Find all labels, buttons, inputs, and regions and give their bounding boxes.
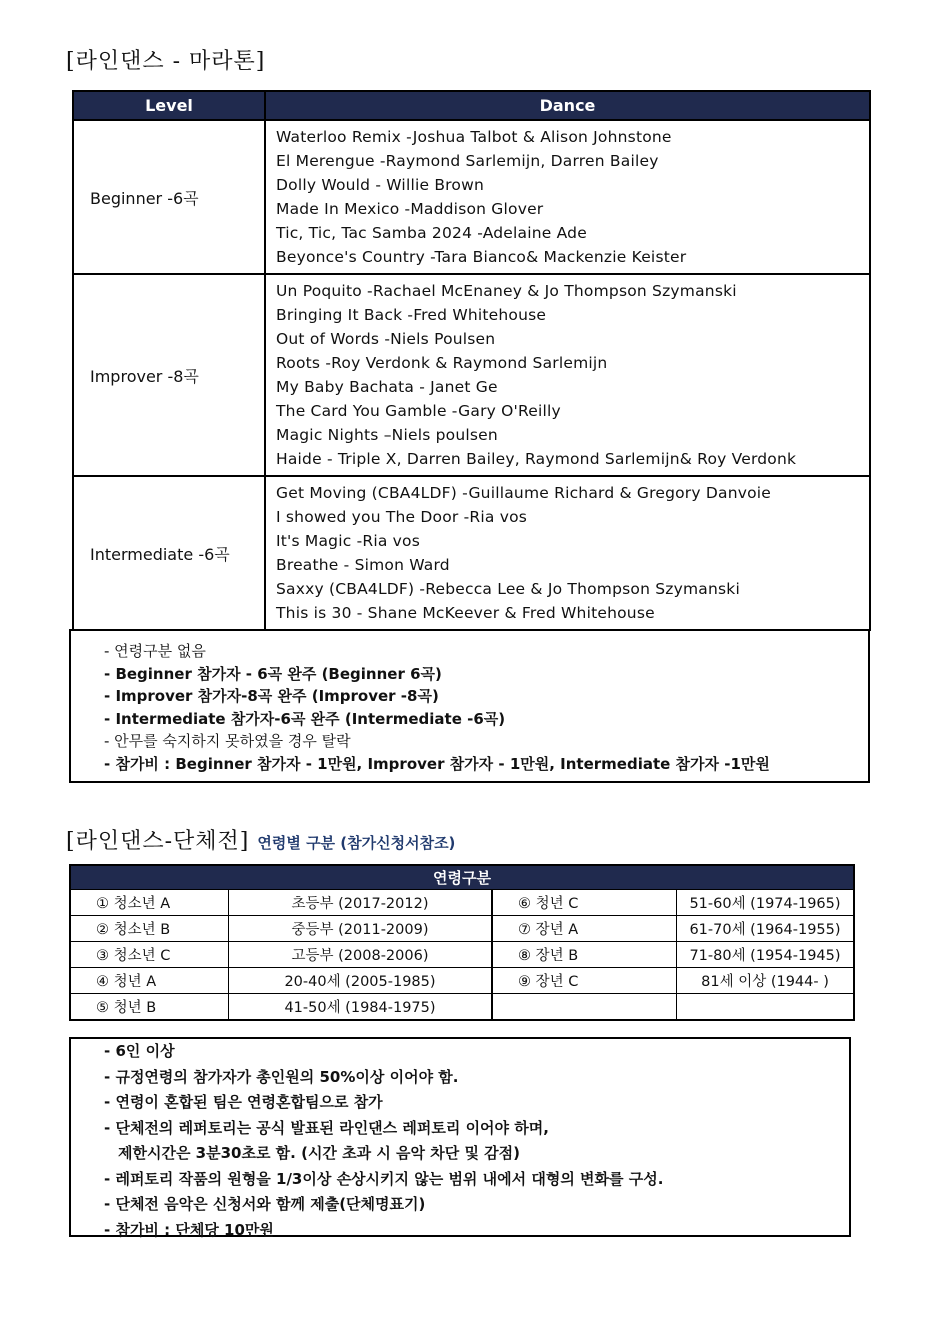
age-range: 초등부 (2017-2012)	[229, 890, 493, 916]
team-notes	[69, 1037, 851, 1237]
age-group-table	[69, 864, 855, 1021]
age-range: 중등부 (2011-2009)	[229, 916, 493, 942]
dance-list-intermediate	[265, 476, 870, 630]
dance-list-beginner	[265, 120, 870, 274]
dance-item: The Card You Gamble -Gary O'Reilly	[276, 402, 561, 420]
team-subtitle: 연령별 구분 (참가신청서참조)	[257, 834, 456, 852]
team-title-row	[66, 824, 455, 855]
note-line: - Improver 참가자-8곡 완주 (Improver -8곡)	[104, 687, 439, 705]
note-line: - 레퍼토리 작품의 원형을 1/3이상 손상시키지 않는 범위 내에서 대형의 변화를 구성.	[104, 1169, 664, 1188]
dance-item: Bringing It Back -Fred Whitehouse	[276, 306, 547, 324]
dance-item: Roots -Roy Verdonk & Raymond Sarlemijn	[276, 354, 608, 372]
dance-item: My Baby Bachata - Janet Ge	[276, 378, 498, 396]
age-range: 61-70세 (1964-1955)	[677, 916, 855, 942]
dance-item: Made In Mexico -Maddison Glover	[276, 200, 544, 218]
note-line: - 참가비 : Beginner 참가자 - 1만원, Improver 참가자 - 1만원, Intermediate 참가자 -1만원	[104, 754, 770, 773]
age-group-label: ② 청소년 B	[70, 916, 229, 942]
age-range: 51-60세 (1974-1965)	[677, 890, 855, 916]
age-range: 고등부 (2008-2006)	[229, 942, 493, 968]
age-range: 41-50세 (1984-1975)	[229, 994, 493, 1021]
note-line: - 단체전 음악은 신청서와 함께 제출(단체명표기)	[104, 1195, 426, 1213]
table-row	[73, 476, 870, 630]
table-row	[73, 274, 870, 476]
table-row	[70, 968, 854, 994]
note-line: - 안무를 숙지하지 못하였을 경우 탈락	[104, 732, 351, 750]
dance-item: El Merengue -Raymond Sarlemijn, Darren Bailey	[276, 152, 659, 170]
age-group-label: ⑨ 장년 C	[492, 968, 677, 994]
dance-header: Dance	[265, 91, 870, 120]
age-group-label: ⑥ 청년 C	[492, 890, 677, 916]
marathon-table	[72, 90, 871, 631]
age-table-header: 연령구분	[70, 865, 854, 890]
dance-list-improver	[265, 274, 870, 476]
age-group-label: ④ 청년 A	[70, 968, 229, 994]
level-header: Level	[73, 91, 265, 120]
dance-item: This is 30 - Shane McKeever & Fred Whitehouse	[276, 604, 655, 622]
dance-item: Dolly Would - Willie Brown	[276, 176, 484, 194]
dance-item: Waterloo Remix -Joshua Talbot & Alison Johnstone	[276, 128, 672, 146]
dance-item: Saxxy (CBA4LDF) -Rebecca Lee & Jo Thompson Szymanski	[276, 580, 740, 598]
table-row	[70, 994, 854, 1021]
dance-item: Un Poquito -Rachael McEnaney & Jo Thompson Szymanski	[276, 282, 737, 300]
dance-item: Out of Words -Niels Poulsen	[276, 330, 496, 348]
dance-item: Breathe - Simon Ward	[276, 556, 450, 574]
age-group-label: ① 청소년 A	[70, 890, 229, 916]
note-line: - Intermediate 참가자-6곡 완주 (Intermediate -6곡)	[104, 709, 506, 728]
level-improver: Improver -8곡	[73, 274, 265, 476]
note-line: - 규정연령의 참가자가 총인원의 50%이상 이어야 함.	[104, 1067, 459, 1086]
dance-item: Tic, Tic, Tac Samba 2024 -Adelaine Ade	[276, 224, 587, 242]
note-line: - 연령이 혼합된 팀은 연령혼합팀으로 참가	[104, 1093, 383, 1111]
note-line: - 6인 이상	[104, 1042, 175, 1060]
dance-item: It's Magic -Ria vos	[276, 532, 421, 550]
dance-item: Beyonce's Country -Tara Bianco& Mackenzie Keister	[276, 248, 687, 266]
table-row	[70, 942, 854, 968]
age-range: 71-80세 (1954-1945)	[677, 942, 855, 968]
note-line: - 연령구분 없음	[104, 642, 206, 660]
note-line: - 단체전의 레퍼토리는 공식 발표된 라인댄스 레퍼토리 이어야 하며,	[104, 1118, 549, 1137]
dance-item: Get Moving (CBA4LDF) -Guillaume Richard & Gregory Danvoie	[276, 484, 772, 502]
age-group-label	[492, 994, 677, 1021]
dance-item: I showed you The Door -Ria vos	[276, 508, 528, 526]
note-line: - Beginner 참가자 - 6곡 완주 (Beginner 6곡)	[104, 664, 442, 683]
team-title: [라인댄스-단체전]	[66, 829, 250, 854]
age-group-label: ⑦ 장년 A	[492, 916, 677, 942]
level-beginner: Beginner -6곡	[73, 120, 265, 274]
table-row	[70, 890, 854, 916]
marathon-notes	[69, 629, 870, 783]
age-group-label: ⑤ 청년 B	[70, 994, 229, 1021]
dance-item: Haide - Triple X, Darren Bailey, Raymond Sarlemijn& Roy Verdonk	[276, 450, 797, 468]
dance-item: Magic Nights –Niels poulsen	[276, 426, 498, 444]
age-range	[677, 994, 855, 1021]
age-range: 20-40세 (2005-1985)	[229, 968, 493, 994]
age-group-label: ⑧ 장년 B	[492, 942, 677, 968]
table-row	[70, 916, 854, 942]
table-row	[73, 120, 870, 274]
age-group-label: ③ 청소년 C	[70, 942, 229, 968]
level-intermediate: Intermediate -6곡	[73, 476, 265, 630]
note-line: 제한시간은 3분30초로 함. (시간 초과 시 음악 차단 및 감점)	[118, 1144, 521, 1162]
age-range: 81세 이상 (1944- )	[677, 968, 855, 994]
note-line: - 참가비 : 단체당 10만원	[104, 1220, 274, 1239]
marathon-title: [라인댄스 - 마라톤]	[66, 49, 266, 74]
